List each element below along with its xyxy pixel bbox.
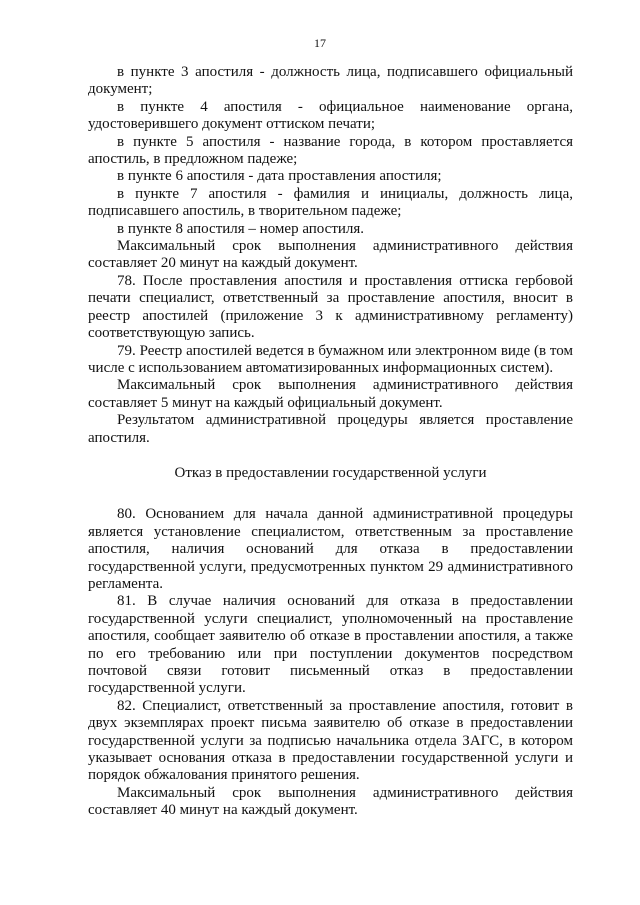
paragraph: Результатом административной процедуры является проставление апостиля.: [88, 412, 573, 446]
section-heading: Отказ в предоставлении государственной услуги: [174, 464, 487, 481]
paragraph: 78. После проставления апостиля и проставления оттиска гербовой печати специалист, ответственный за проставление апостиля, вносит в реестр апостилей (приложение 3 к административному регламенту) соответствующую запись.: [88, 272, 573, 342]
paragraph: 80. Основанием для начала данной административной процедуры является установление специалистом, ответственным за проставление апостиля, наличия оснований для отказа в предоставлении государственной услуги, предусмотренных пунктом 29 административного регламента.: [88, 506, 573, 592]
paragraph: Максимальный срок выполнения административного действия составляет 40 минут на каждый документ.: [88, 784, 573, 819]
paragraph: 81. В случае наличия оснований для отказа в предоставлении государственной услуги специалист, уполномоченный на проставление апостиля, сообщает заявителю об отказе в проставлении апостиля, а также по его требованию или при поступлении документов посредством почтовой связи готовит письменный отказ в предоставлении государственной услуги.: [88, 593, 573, 697]
paragraph: 82. Специалист, ответственный за проставление апостиля, готовит в двух экземплярах проект письма заявителю об отказе в предоставлении государственной услуги за подписью начальника отдела ЗАГС, в котором указывает основания отказа в предоставлении государственной услуги и порядок обжалования принятого решения.: [88, 697, 573, 784]
paragraph: в пункте 7 апостиля - фамилия и инициалы, должность лица, подписавшего апостиль, в творительном падеже;: [88, 185, 573, 220]
paragraph: в пункте 6 апостиля - дата проставления апостиля;: [117, 168, 442, 185]
paragraph: Максимальный срок выполнения административного действия составляет 5 минут на каждый официальный документ.: [88, 377, 573, 411]
document-body: [88, 64, 573, 820]
paragraph: в пункте 3 апостиля - должность лица, подписавшего официальный документ;: [88, 64, 573, 98]
paragraph: 79. Реестр апостилей ведется в бумажном или электронном виде (в том числе с использованием автоматизированных информационных систем).: [88, 342, 573, 376]
paragraph: Максимальный срок выполнения административного действия составляет 20 минут на каждый документ.: [88, 238, 573, 272]
paragraph: в пункте 4 апостиля - официальное наименование органа, удостоверившего документ оттиском печати;: [88, 98, 573, 133]
page-number: 17: [314, 36, 326, 50]
paragraph: в пункте 8 апостиля – номер апостиля.: [117, 220, 365, 237]
paragraph: в пункте 5 апостиля - название города, в котором проставляется апостиль, в предложном падеже;: [88, 133, 573, 168]
